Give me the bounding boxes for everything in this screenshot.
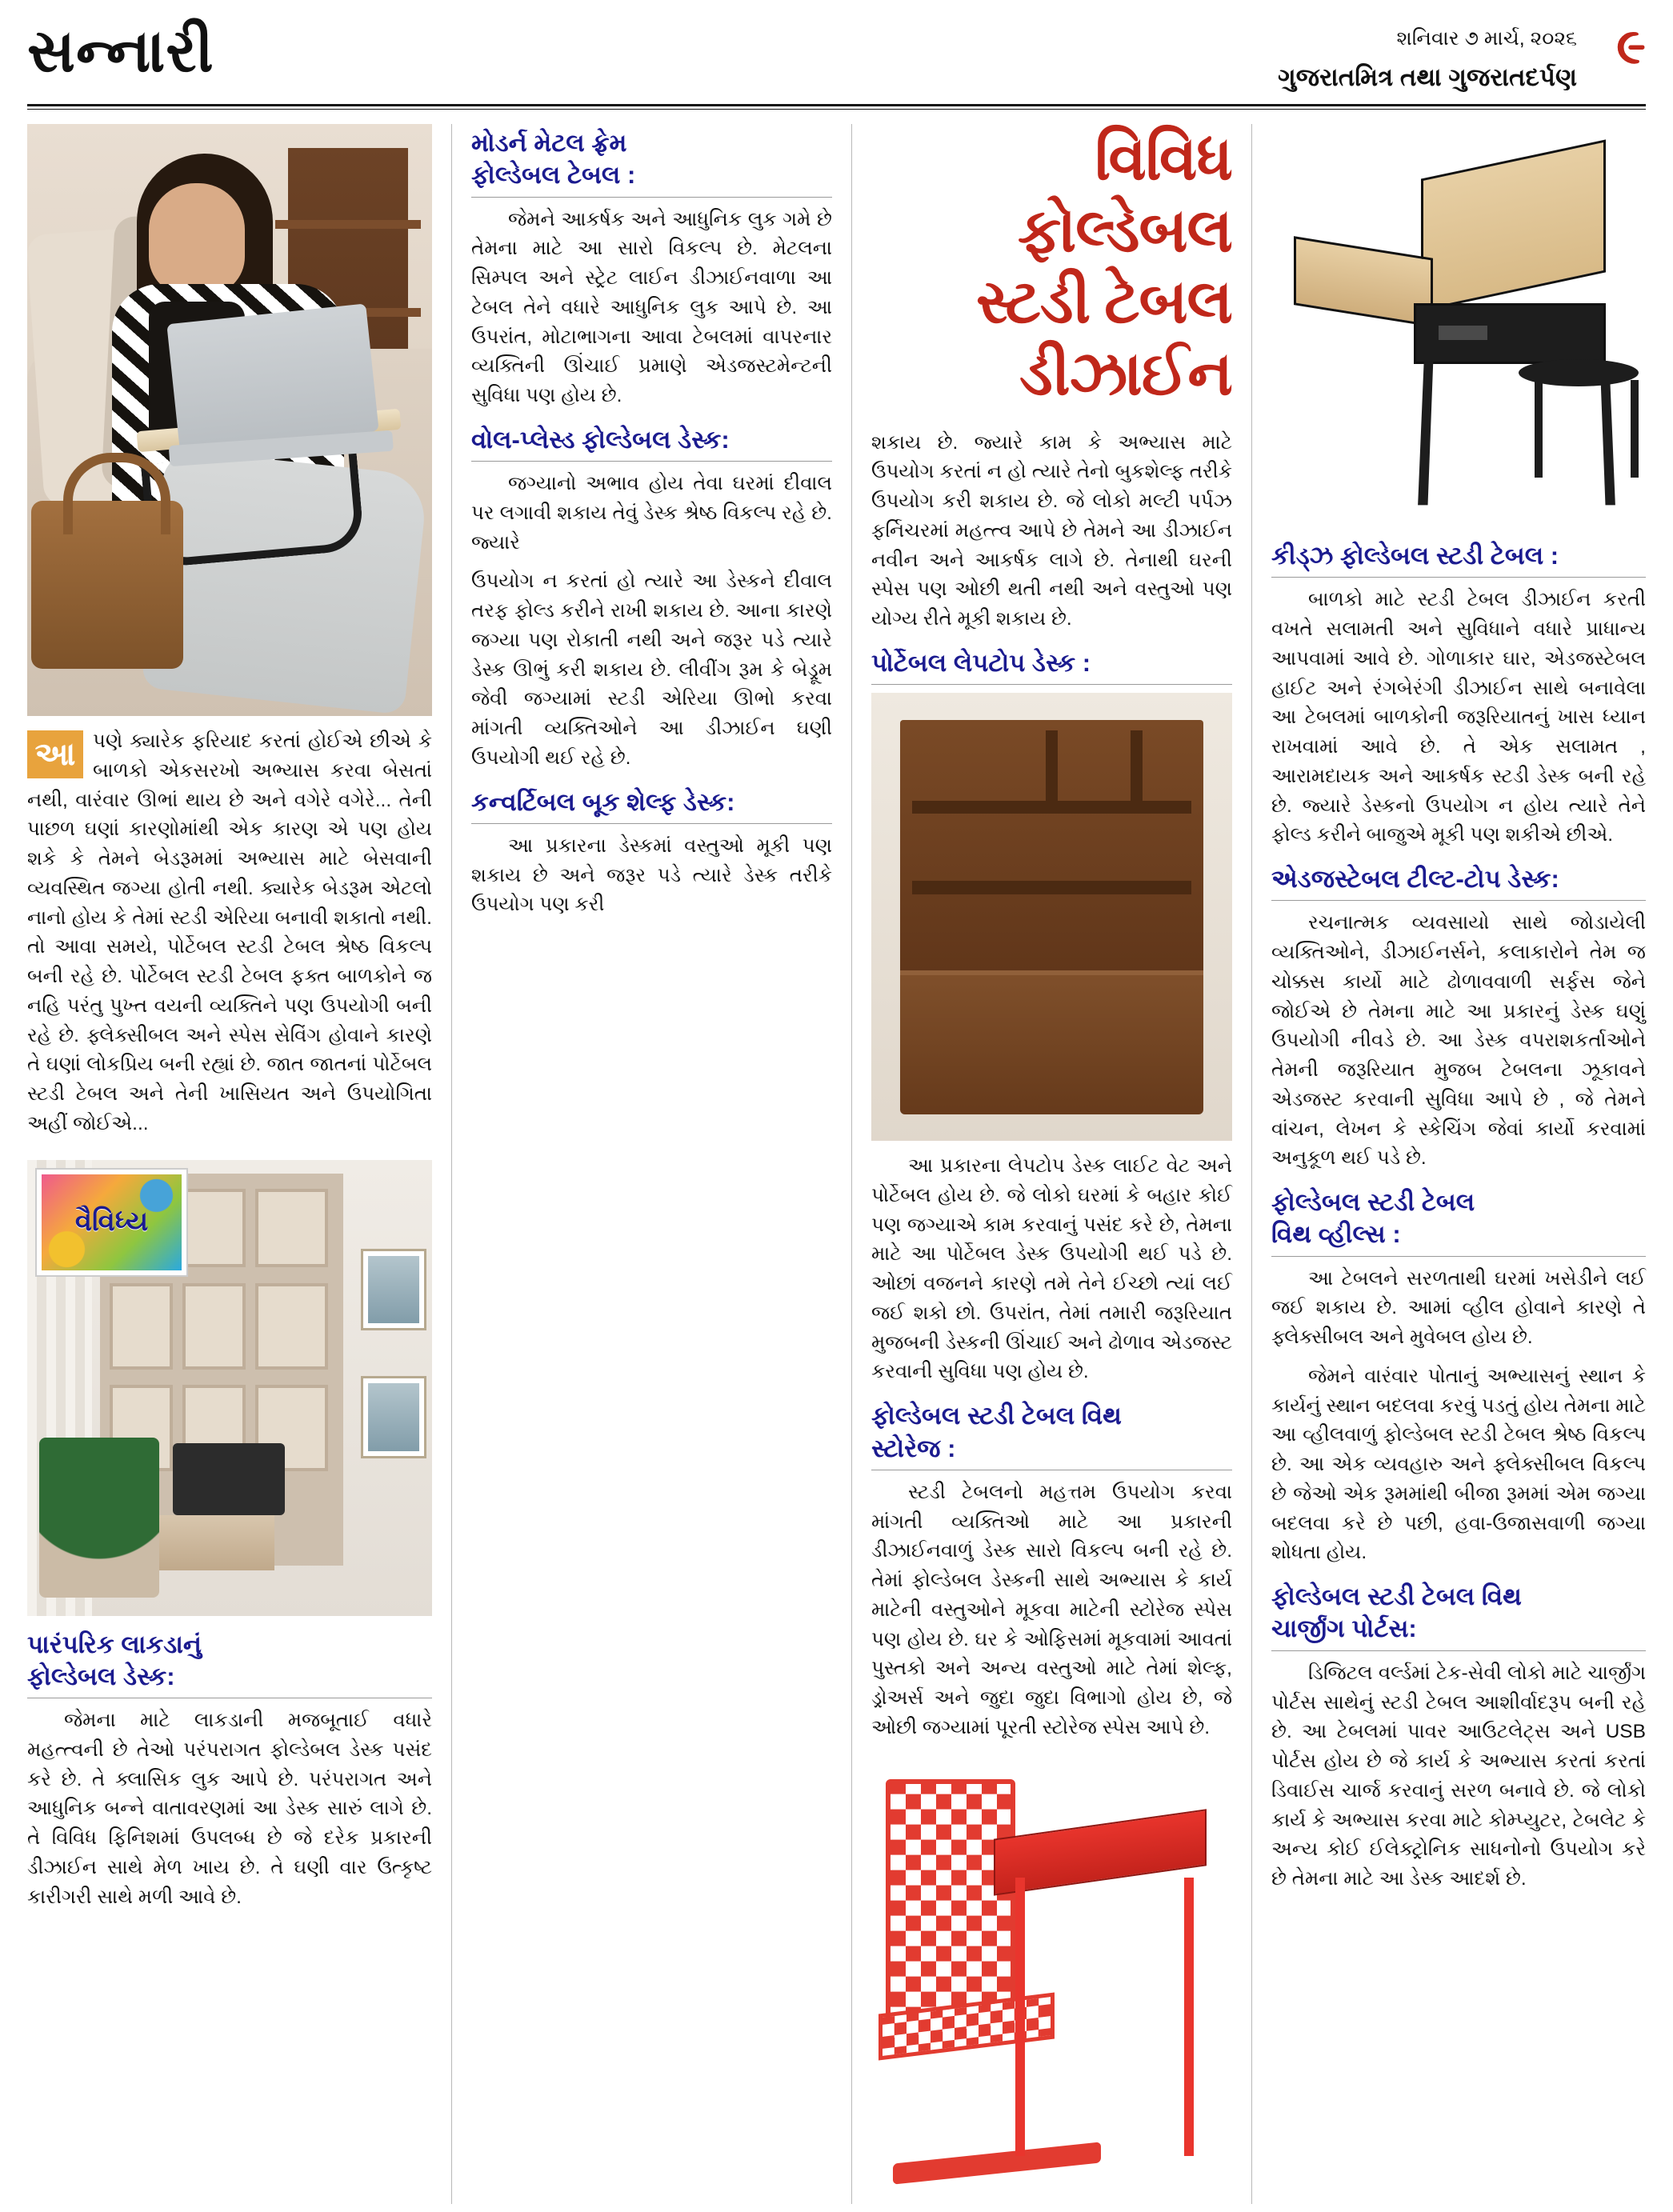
publication-date: શનિવાર ૭ માર્ચ, ૨૦૨૬ bbox=[1396, 27, 1577, 50]
col4-subhead3-line1: ફોલ્ડેબલ સ્ટડી ટેબલ bbox=[1271, 1188, 1475, 1217]
col4-paragraph-3: આ ટેબલને સરળતાથી ઘરમાં ખસેડીને લઈ જઈ શકાય છે. આમાં વ્હીલ હોવાને કારણે તે ફ્લેક્સીબલ અને મુવેબલ હોય છે. bbox=[1271, 1267, 1646, 1349]
subhead-rule bbox=[471, 197, 832, 198]
col2-paragraph-2: જગ્યાનો અભાવ હોય તેવા ઘરમાં દીવાલ પર લગાવી શકાય તેવું ડેસ્ક શ્રેષ્ઠ વિકલ્પ રહે છે. જ્યારે bbox=[471, 473, 832, 554]
subhead-rule bbox=[471, 823, 832, 824]
masthead bbox=[27, 18, 1646, 101]
subhead-rule bbox=[1271, 577, 1646, 578]
photo-study-room-bookshelf bbox=[27, 1160, 432, 1616]
column-3 bbox=[851, 124, 1251, 2204]
vaividhya-badge-label: વૈવિધ્ય bbox=[74, 1206, 149, 1237]
subhead-rule bbox=[471, 461, 832, 462]
photo-wall-mounted-folding-desk bbox=[871, 693, 1232, 1141]
col4-subhead-adjustable-tilt-top: એડજસ્ટેબલ ટીલ્ટ-ટોપ ડેસ્ક: bbox=[1271, 865, 1559, 894]
col3-subhead2-line2: સ્ટોરેજ : bbox=[871, 1434, 956, 1462]
col2-subhead-convertible-bookshelf: કન્વર્ટિબલ બૂક શેલ્ફ ડેસ્ક: bbox=[471, 787, 735, 816]
page-title bbox=[871, 124, 1232, 411]
subhead-rule bbox=[1271, 1650, 1646, 1651]
col3-paragraph-3: સ્ટડી ટેબલનો મહત્તમ ઉપયોગ કરવા માંગતી વ્યક્તિઓ માટે આ પ્રકારની ડીઝાઈનવાળું ડેસ્ક સારો વિકલ્પ બની રહે છે. તેમાં ફોલ્ડેબલ ડેસ્કની સાથે અભ્યાસ કે કાર્ય માટેની વસ્તુઓને મૂકવા માટેની સ્ટોરેજ સ્પેસ પણ હોય છે. ઘર કે ઓફિસમાં મૂકવામાં આવતાં પુસ્તકો અને અન્ય વસ્તુઓ માટે તેમાં શેલ્ફ, ડ્રોઅર્સ અને જુદા જુદા વિભાગો હોય છે, જે ઓછી જગ્યામાં પૂરતી સ્ટોરેજ સ્પેસ આપે છે. bbox=[871, 1481, 1232, 1738]
column-4 bbox=[1251, 124, 1646, 2204]
masthead-rule-thin bbox=[27, 109, 1646, 110]
col4-paragraph-5: ડિજિટલ વર્લ્ડમાં ટેક-સેવી લોકો માટે ચાર્જીંગ પોર્ટસ સાથેનું સ્ટડી ટેબલ આશીર્વાદરૂપ બની રહે છે. આ ટેબલમાં પાવર આઉટલેટ્સ અને USB પોર્ટસ હોય છે જે કાર્ય કે અભ્યાસ કરતાં કરતાં ડિવાઈસ ચાર્જ કરવાનું સરળ બનાવે છે. જે લોકો કાર્ય કે અભ્યાસ કરવા માટે કોમ્પ્યુટર, ટેબલેટ કે અન્ય કોઈ ઈલેક્ટ્રોનિક સાધનોનો ઉપયોગ કરે છે તેમના માટે આ ડેસ્ક આદર્શ છે. bbox=[1271, 1662, 1646, 1890]
col2-paragraph-3: ઉપયોગ ન કરતાં હો ત્યારે આ ડેસ્કને દીવાલ તરફ ફોલ્ડ કરીને રાખી શકાય છે. આના કારણે જગ્યા પણ રોકાતી નથી અને જરૂર પડે ત્યારે ડેસ્ક ઊભું કરી શકાય છે. લીવીંગ રૂમ કે બેડ્રૂમ જેવી જગ્યામાં સ્ટડી એરિયા ઊભો કરવા માંગતી વ્યક્તિઓને આ ડીઝાઈન ઘણી ઉપયોગી થઈ રહે છે. bbox=[471, 570, 832, 769]
col1-subhead-line1: પારંપરિક લાકડાનું bbox=[27, 1630, 202, 1658]
subhead-rule bbox=[1271, 900, 1646, 901]
headline-line1: વિવિધ ફોલ્ડેબલ bbox=[1018, 126, 1232, 265]
vaividhya-badge bbox=[37, 1170, 186, 1275]
col2-subhead-metal-frame bbox=[471, 127, 832, 192]
col1-paragraph-2: જેમના માટે લાકડાની મજબૂતાઈ વધારે મહત્ત્વની છે તેઓ પરંપરાગત ફોલ્ડેબલ ડેસ્ક પસંદ કરે છે. તે ક્લાસિક લુક આપે છે. પરંપરાગત અને આધુનિક બન્ને વાતાવરણમાં આ ડેસ્ક સારું લાગે છે. તે વિવિધ ફિનિશમાં ઉપલબ્ધ છે જે દરેક પ્રકારની ડીઝાઈન સાથે મેળ ખાય છે. તે ઘણી વાર ઉત્કૃષ્ટ કારીગરી સાથે મળી આવે છે. bbox=[27, 1710, 432, 1908]
lead-photo-woman-with-lap-desk bbox=[27, 124, 432, 716]
col2-subhead1-line1: મોડર્ન મેટલ ફ્રેમ bbox=[471, 129, 627, 157]
photo-kids-red-folding-desk bbox=[871, 1753, 1232, 2201]
column-1 bbox=[27, 124, 451, 2204]
headline-line2: સ્ટડી ટેબલ ડીઝાઈન bbox=[975, 269, 1232, 409]
col4-subhead4-line1: ફોલ્ડેબલ સ્ટડી ટેબલ વિથ bbox=[1271, 1582, 1522, 1611]
col4-subhead3-line2: વિથ વ્હીલ્સ : bbox=[1271, 1220, 1401, 1249]
page-number: ૯ bbox=[1616, 19, 1646, 74]
col2-paragraph-1: જેમને આકર્ષક અને આધુનિક લુક ગમે છે તેમના માટે આ સારો વિકલ્પ છે. મેટલના સિમ્પલ અને સ્ટ્રેટ લાઈન ડીઝાઈનવાળા આ ટેબલ તેને વધારે આધુનિક લુક આપે છે. આ ઉપરાંત, મોટાભાગના આવા ટેબલમાં વાપરનાર વ્યક્તિની ઊંચાઈ પ્રમાણે એડજસ્ટમેન્ટની સુવિધા પણ હોય છે. bbox=[471, 208, 832, 407]
col3-subhead-portable-laptop-desk: પોર્ટેબલ લેપટોપ ડેસ્ક : bbox=[871, 648, 1091, 677]
col4-subhead-charging-ports bbox=[1271, 1581, 1646, 1646]
col4-paragraph-4: જેમને વારંવાર પોતાનું અભ્યાસનું સ્થાન કે કાર્યનું સ્થાન બદલવા કરવું પડતું હોય તેમના માટે આ વ્હીલવાળું ફોલ્ડેબલ સ્ટડી ટેબલ શ્રેષ્ઠ વિકલ્પ છે. આ એક વ્યવહારુ અને ફ્લેક્સીબલ વિકલ્પ છે જેઓ એક રૂમમાંથી બીજા રૂમમાં એમ જગ્યા બદલવા કરે છે પછી, હવા-ઉજાસવાળી જગ્યા શોધતા હોય. bbox=[1271, 1365, 1646, 1564]
subhead-rule bbox=[1271, 1256, 1646, 1257]
masthead-rule bbox=[27, 104, 1646, 106]
col4-subhead-kids-foldable: કીડ્ઝ ફોલ્ડેબલ સ્ટડી ટેબલ : bbox=[1271, 542, 1559, 570]
col3-paragraph-1: શકાય છે. જ્યારે કામ કે અભ્યાસ માટે ઉપયોગ કરતાં ન હો ત્યારે તેનો બુકશેલ્ફ તરીકે ઉપયોગ કરી શકાય છે. જે લોકો મલ્ટી પર્પઝ ફર્નિચરમાં મહત્ત્વ આપે છે તેમને આ ડીઝાઈન નવીન અને આકર્ષક લાગે છે. તેનાથી ઘરની સ્પેસ પણ ઓછી થતી નથી અને વસ્તુઓ પણ યોગ્ય રીતે મૂકી શકાય છે. bbox=[871, 431, 1232, 630]
col2-subhead-wall-placed: વોલ-પ્લેસ્ડ ફોલ્ડેબલ ડેસ્ક: bbox=[471, 425, 730, 454]
drop-cap: આ bbox=[27, 730, 83, 778]
col1-subhead-traditional-wooden bbox=[27, 1629, 432, 1694]
article-columns bbox=[27, 124, 1646, 2204]
col3-subhead2-line1: ફોલ્ડેબલ સ્ટડી ટેબલ વિથ bbox=[871, 1402, 1122, 1430]
publication-name: ગુજરાતમિત્ર તથા ગુજરાતદર્પણ bbox=[1278, 62, 1577, 91]
lead-paragraph-block bbox=[27, 727, 432, 1149]
col4-paragraph-2: રચનાત્મક વ્યવસાયો સાથે જોડાયેલી વ્યક્તિઓને, ડીઝાઈનર્સને, કલાકારોને તેમ જ ચોક્કસ કાર્યો માટે ઢોળાવવાળી સર્ફસ જેને જોઈએ છે તેમના માટે આ પ્રકારનું ડેસ્ક ઘણું ઉપયોગી નીવડે છે. આ ડેસ્ક વપરાશકર્તાઓને તેમની જરૂરિયાત મુજબ ટેબલના ઝૂકાવને એડજસ્ટ કરવાની સુવિધા આપે છે , જે તેમને વાંચન, લેખન કે સ્કેચિંગ જેવાં કાર્યો કરવામાં અનુકૂળ થઈ પડે છે. bbox=[1271, 912, 1646, 1170]
col2-subhead1-line2: ફોલ્ડેબલ ટેબલ : bbox=[471, 161, 636, 190]
masthead-title: સન્નારી bbox=[27, 19, 214, 85]
col4-paragraph-1: બાળકો માટે સ્ટડી ટેબલ ડીઝાઈન કરતી વખતે સલામતી અને સુવિધાને વધારે પ્રાધાન્ય આપવામાં આવે છે. ગોળાકાર ઘાર, એડજસ્ટેબલ હાઈટ અને રંગબેરંગી ડીઝાઈન સાથે બનાવેલા આ ટેબલમાં બાળકોની જરૂરિયાતનું ખાસ ધ્યાન રાખવામાં આવે છે. તે એક સલામત , આરામદાયક અને આકર્ષક સ્ટડી ડેસ્ક બની રહે છે. જ્યારે ડેસ્કનો ઉપયોગ ન હોય ત્યારે તેને ફોલ્ડ કરીને બાજુએ મૂકી પણ શકીએ છીએ. bbox=[1271, 589, 1646, 846]
col3-paragraph-2: આ પ્રકારના લેપટોપ ડેસ્ક લાઈટ વેટ અને પોર્ટેબલ હોય છે. જે લોકો ઘરમાં કે બહાર કોઈ પણ જગ્યાએ કામ કરવાનું પસંદ કરે છે, તેમના માટે આ પોર્ટેબલ ડેસ્ક ઉપયોગી થઈ પડે છે. ઓછાં વજનને કારણે તમે તેને ઈચ્છો ત્યાં લઈ જઈ શકો છો. ઉપરાંત, તેમાં તમારી જરૂરિયાત મુજબની ડેસ્કની ઊંચાઈ અને ઢોળાવ એડજસ્ટ કરવાની સુવિધા પણ હોય છે. bbox=[871, 1155, 1232, 1383]
photo-drafting-tilt-table bbox=[1271, 127, 1646, 527]
subhead-rule bbox=[871, 684, 1232, 685]
col1-subhead-line2: ફોલ્ડેબલ ડેસ્ક: bbox=[27, 1662, 175, 1690]
column-2 bbox=[451, 124, 851, 2204]
col2-paragraph-4: આ પ્રકારના ડેસ્કમાં વસ્તુઓ મૂકી પણ શકાય છે અને જરૂર પડે ત્યારે ડેસ્ક તરીકે ઉપયોગ પણ કરી bbox=[471, 834, 832, 916]
col4-subhead-with-wheels bbox=[1271, 1186, 1646, 1251]
col4-subhead4-line2: ચાર્જીંગ પોર્ટસ: bbox=[1271, 1614, 1417, 1643]
col3-subhead-storage bbox=[871, 1400, 1232, 1465]
masthead-meta bbox=[1278, 18, 1646, 96]
col1-paragraph-1: પણે ક્યારેક ફરિયાદ કરતાં હોઈએ છીએ કે બાળકો એકસરખો અભ્યાસ કરવા બેસતાં નથી, વારંવાર ઊભાં થાય છે અને વગેરે વગેરે... તેની પાછળ ઘણાં કારણોમાંથી એક કારણ એ પણ હોય શકે કે તેમને બેડરૂમમાં અભ્યાસ માટે બેસવાની વ્યવસ્થિત જગ્યા હોતી નથી. ક્યારેક બેડરૂમ એટલો નાનો હોય કે તેમાં સ્ટડી એરિયા બનાવી શકાતો નથી. તો આવા સમયે, પોર્ટેબલ સ્ટડી ટેબલ શ્રેષ્ઠ વિકલ્પ બની રહે છે. પોર્ટેબલ સ્ટડી ટેબલ ફક્ત બાળકોને જ નહિ પરંતુ પુખ્ત વયની વ્યક્તિને પણ ઉપયોગી બની રહે છે. ફ્લેક્સીબલ અને સ્પેસ સેવિંગ હોવાને કારણે તે ઘણાં લોકપ્રિય બની રહ્યાં છે. જાત જાતનાં પોર્ટેબલ સ્ટડી ટેબલ અને તેની ખાસિયત અને ઉપયોગિતા અહીં જોઈએ... bbox=[27, 730, 432, 1134]
